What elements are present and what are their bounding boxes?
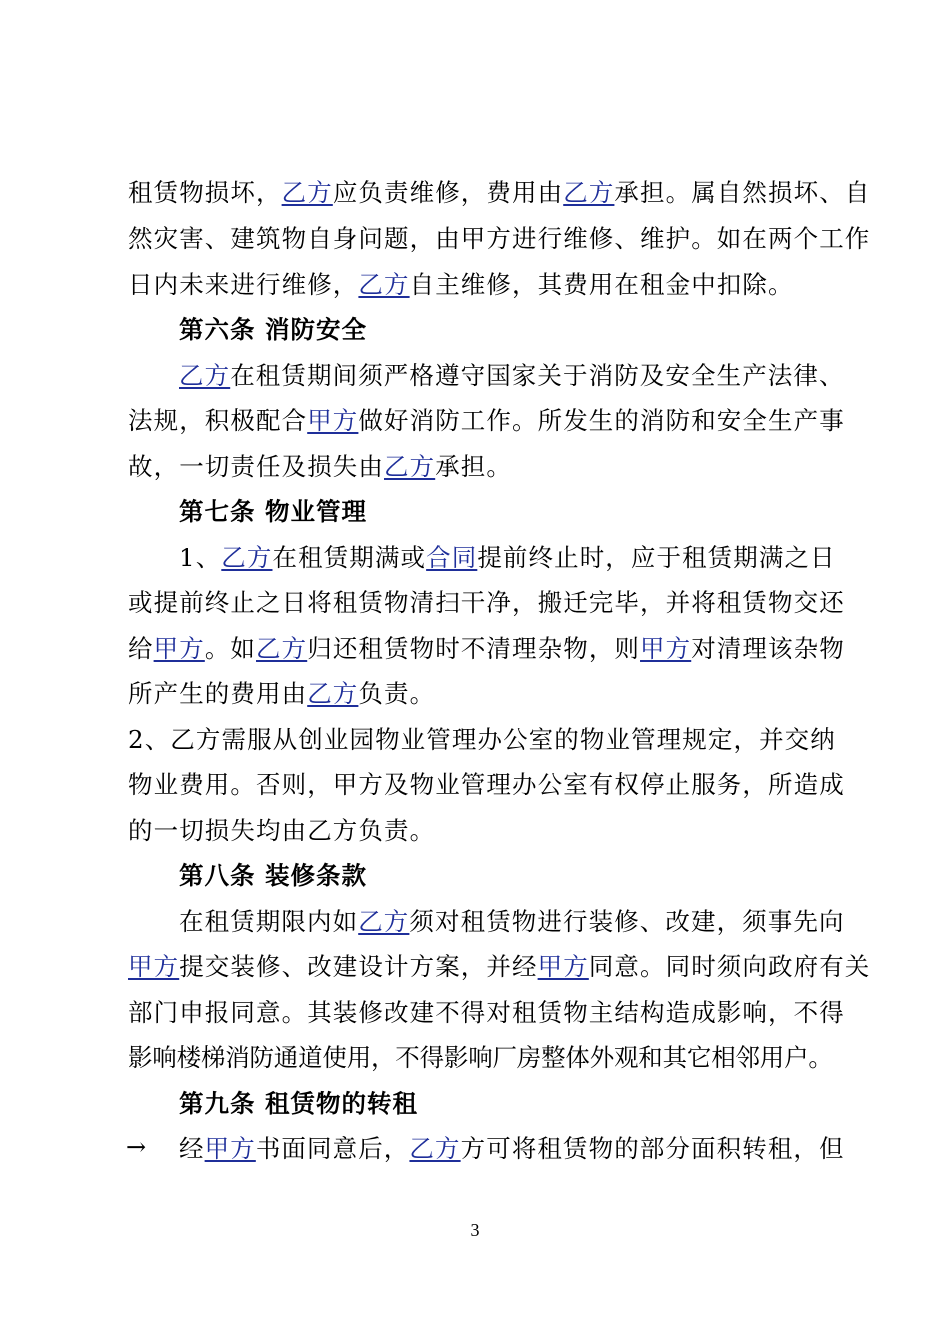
section-heading-article-6 bbox=[179, 315, 367, 345]
text-segment: 故，一切责任及损失由 bbox=[128, 452, 384, 481]
heading-text: 第六条 消防安全 bbox=[179, 315, 368, 344]
text-segment: 影响楼梯消防通道使用，不得影响厂房整体外观和其它相邻用户。 bbox=[128, 1043, 833, 1072]
party-b-link[interactable]: 乙方 bbox=[281, 178, 333, 207]
text-segment: 负责。 bbox=[358, 679, 436, 708]
text-segment: 1、 bbox=[179, 543, 222, 572]
paragraph-line-3 bbox=[128, 270, 794, 300]
paragraph-line-1 bbox=[128, 178, 870, 208]
text-segment: 方可将租赁物的部分面积转租，但 bbox=[460, 1134, 845, 1163]
text-segment: 做好消防工作。所发生的消防和安全生产事 bbox=[358, 406, 845, 435]
party-b-link[interactable]: 乙方 bbox=[409, 1134, 461, 1163]
party-b-link[interactable]: 乙方 bbox=[307, 679, 359, 708]
party-b-link[interactable]: 乙方 bbox=[179, 361, 231, 390]
text-segment: 书面同意后， bbox=[255, 1134, 410, 1163]
section-heading-article-9 bbox=[179, 1089, 418, 1119]
heading-text: 第八条 装修条款 bbox=[179, 861, 368, 890]
contract-link[interactable]: 合同 bbox=[426, 543, 478, 572]
paragraph-line-2 bbox=[128, 224, 870, 254]
paragraph-line-22 bbox=[179, 1134, 845, 1164]
paragraph-line-6 bbox=[128, 406, 845, 436]
party-b-link[interactable]: 乙方 bbox=[563, 178, 615, 207]
text-segment: 租赁物损坏， bbox=[128, 178, 282, 207]
paragraph-line-13 bbox=[128, 725, 836, 755]
party-a-link[interactable]: 甲方 bbox=[153, 634, 205, 663]
text-segment: 给 bbox=[128, 634, 154, 663]
text-segment: 物业费用。否则，甲方及物业管理办公室有权停止服务，所造成 bbox=[128, 770, 845, 799]
text-segment: 法规，积极配合 bbox=[128, 406, 308, 435]
text-segment: 在租赁期限内如 bbox=[179, 907, 359, 936]
party-a-link[interactable]: 甲方 bbox=[537, 952, 589, 981]
party-b-link[interactable]: 乙方 bbox=[358, 270, 410, 299]
paragraph-line-20 bbox=[128, 1043, 833, 1073]
party-a-link[interactable]: 甲方 bbox=[307, 406, 359, 435]
paragraph-line-12 bbox=[128, 679, 435, 709]
paragraph-line-11 bbox=[128, 634, 845, 664]
text-segment: 所产生的费用由 bbox=[128, 679, 308, 708]
text-segment: 日内未来进行维修， bbox=[128, 270, 359, 299]
text-segment: 2、乙方需服从创业园物业管理办公室的物业管理规定，并交纳 bbox=[128, 725, 836, 754]
paragraph-line-10 bbox=[128, 588, 845, 618]
party-a-link[interactable]: 甲方 bbox=[204, 1134, 256, 1163]
arrow-icon: → bbox=[126, 1133, 147, 1161]
paragraph-line-9 bbox=[179, 543, 836, 573]
party-a-link[interactable]: 甲方 bbox=[128, 952, 180, 981]
text-segment: 经 bbox=[179, 1134, 205, 1163]
text-segment: 对清理该杂物 bbox=[691, 634, 845, 663]
party-b-link[interactable]: 乙方 bbox=[221, 543, 273, 572]
page-number: 3 bbox=[470, 1220, 480, 1240]
text-segment: 须对租赁物进行装修、改建，须事先向 bbox=[409, 907, 845, 936]
party-a-link[interactable]: 甲方 bbox=[640, 634, 692, 663]
text-segment: 的一切损失均由乙方负责。 bbox=[128, 816, 436, 845]
text-segment: 归还租赁物时不清理杂物，则 bbox=[307, 634, 641, 663]
section-heading-article-8 bbox=[179, 861, 367, 891]
paragraph-line-18 bbox=[128, 952, 870, 982]
paragraph-line-19 bbox=[128, 998, 845, 1028]
paragraph-line-17 bbox=[179, 907, 845, 937]
heading-text: 第七条 物业管理 bbox=[179, 497, 368, 526]
text-segment: 部门申报同意。其装修改建不得对租赁物主结构造成影响，不得 bbox=[128, 998, 845, 1027]
paragraph-line-15 bbox=[128, 816, 435, 846]
text-segment: 。如 bbox=[204, 634, 257, 663]
text-segment: 在租赁期间须严格遵守国家关于消防及安全生产法律、 bbox=[230, 361, 845, 390]
text-segment: 同意。同时须向政府有关 bbox=[588, 952, 871, 981]
text-segment: 自主维修，其费用在租金中扣除。 bbox=[409, 270, 794, 299]
text-segment: 提前终止时，应于租赁期满之日 bbox=[477, 543, 836, 572]
section-heading-article-7 bbox=[179, 497, 367, 527]
paragraph-line-14 bbox=[128, 770, 845, 800]
text-segment: 在租赁期满或 bbox=[272, 543, 427, 572]
party-b-link[interactable]: 乙方 bbox=[358, 907, 410, 936]
text-segment: 然灾害、建筑物自身问题，由甲方进行维修、维护。如在两个工作 bbox=[128, 224, 871, 253]
party-b-link[interactable]: 乙方 bbox=[256, 634, 308, 663]
text-segment: 应负责维修，费用由 bbox=[332, 178, 564, 207]
text-segment: 承担。 bbox=[435, 452, 513, 481]
paragraph-line-5 bbox=[179, 361, 845, 391]
paragraph-line-7 bbox=[128, 452, 512, 482]
text-segment: 或提前终止之日将租赁物清扫干净，搬迁完毕，并将租赁物交还 bbox=[128, 588, 845, 617]
party-b-link[interactable]: 乙方 bbox=[384, 452, 436, 481]
text-segment: 承担。属自然损坏、自 bbox=[614, 178, 871, 207]
heading-text: 第九条 租赁物的转租 bbox=[179, 1089, 419, 1118]
text-segment: 提交装修、改建设计方案，并经 bbox=[179, 952, 538, 981]
